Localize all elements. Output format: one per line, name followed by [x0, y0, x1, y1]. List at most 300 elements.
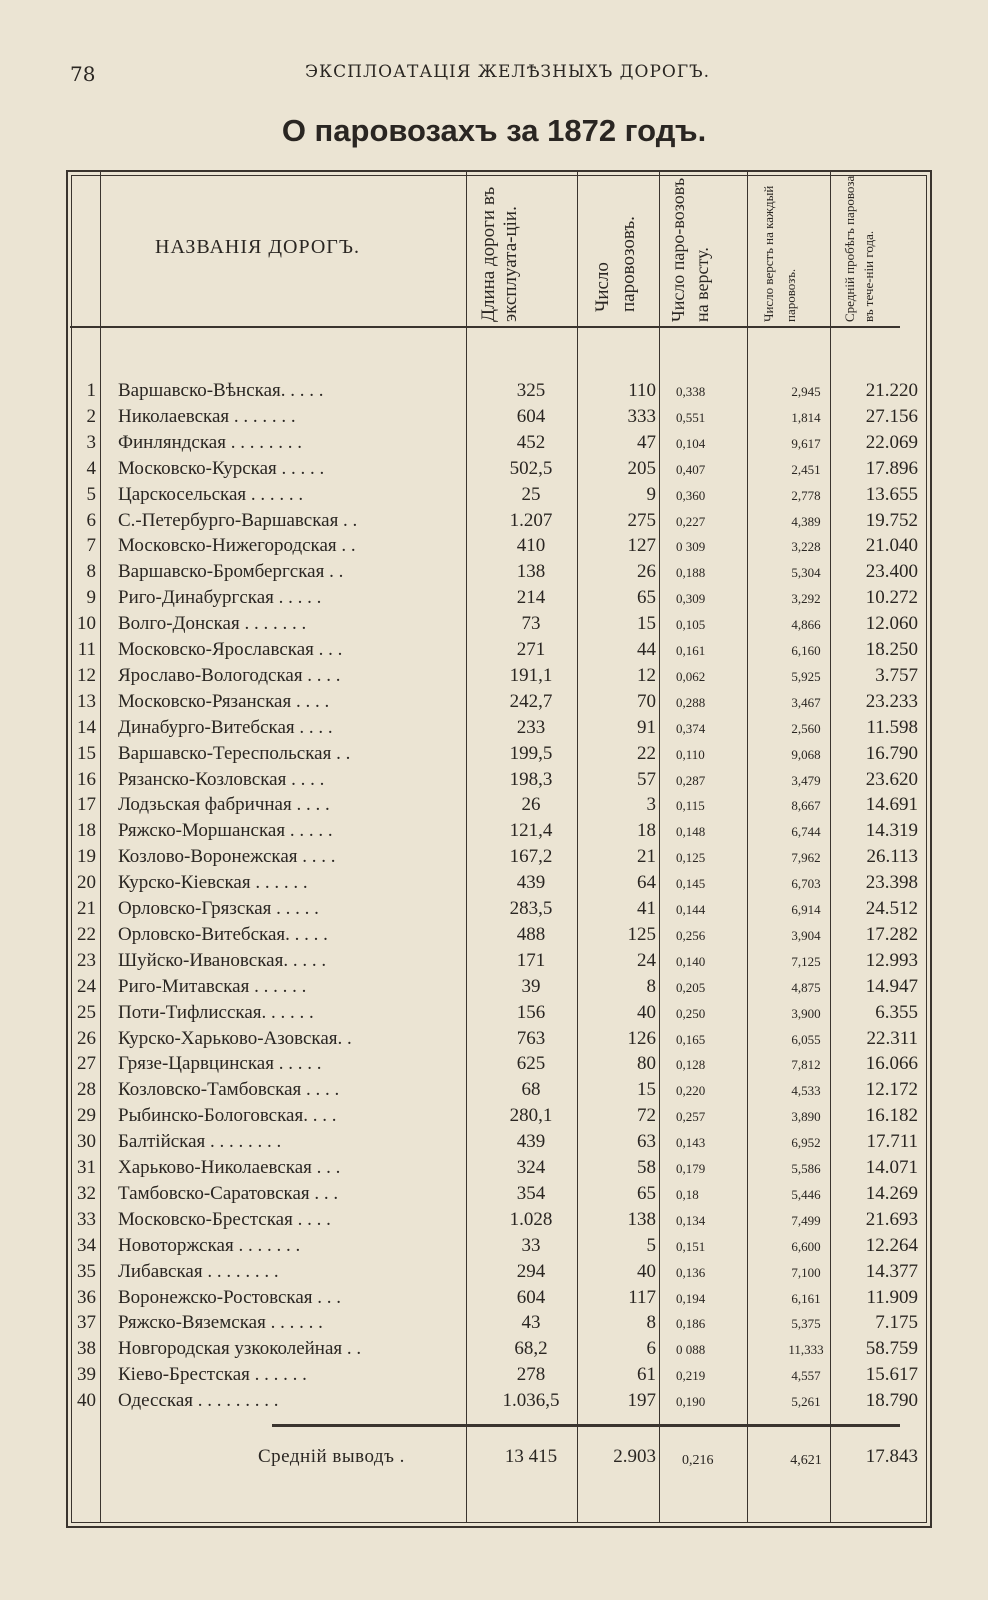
versts-per-locomotive: 11,333: [788, 1342, 824, 1358]
road-name: Московско-Курская . . . . .: [118, 457, 325, 479]
row-number: 29: [77, 1105, 96, 1127]
table-row: [66, 1053, 928, 1079]
road-name: Шуйско-Ивановская. . . . .: [118, 949, 327, 971]
row-number: 38: [77, 1338, 96, 1360]
versts-per-locomotive: 6,160: [791, 643, 821, 658]
row-number: 33: [77, 1208, 96, 1230]
locomotives-per-verst: 0,407: [676, 461, 706, 477]
road-length: 39: [521, 975, 541, 997]
row-number: 11: [77, 639, 96, 660]
road-name: Рыбинско-Бологовская. . . .: [118, 1105, 337, 1127]
road-name: Грязе-Царвцинская . . . . .: [118, 1053, 322, 1075]
table-row: [66, 794, 928, 820]
versts-per-locomotive: 7,962: [791, 850, 821, 866]
table-row: [66, 846, 928, 872]
versts-per-locomotive: 7,100: [791, 1264, 821, 1280]
road-name: Орловско-Грязская . . . . .: [118, 898, 319, 919]
summary-row: [66, 1444, 928, 1478]
locomotive-count: 3: [646, 794, 656, 816]
locomotive-count: 125: [627, 923, 656, 945]
locomotives-per-verst: 0,227: [676, 513, 706, 529]
average-run: 14.947: [865, 975, 918, 997]
table-row: [66, 1287, 928, 1313]
summary-rule: [272, 1424, 900, 1427]
average-run: 18.250: [865, 639, 918, 660]
table-row: [66, 950, 928, 976]
versts-per-locomotive: 3,479: [791, 772, 821, 788]
column-header-run: [840, 172, 878, 322]
versts-per-locomotive: 3,904: [791, 927, 821, 943]
locomotives-per-verst: 0,257: [676, 1109, 706, 1125]
row-number: 30: [77, 1131, 96, 1153]
row-number: 1: [86, 380, 96, 401]
road-name: Курско-Кіевская . . . . . .: [118, 872, 308, 894]
average-run: 23.620: [865, 768, 918, 790]
table-row: [66, 976, 928, 1002]
average-run: 15.617: [865, 1364, 918, 1386]
average-run: 26.113: [866, 846, 918, 868]
road-length: 233: [516, 716, 546, 738]
locomotive-count: 91: [637, 716, 656, 738]
locomotives-per-verst: 0,360: [676, 487, 706, 503]
versts-per-locomotive: 6,703: [791, 876, 821, 892]
road-length: 283,5: [509, 898, 553, 919]
locomotives-per-verst: 0,309: [676, 591, 706, 607]
locomotives-per-verst: 0,115: [676, 798, 705, 814]
row-number: 22: [77, 923, 96, 945]
road-length: 625: [516, 1053, 546, 1075]
road-name: Московско-Нижегородская . .: [118, 535, 356, 557]
summary-label: Средній выводъ .: [258, 1446, 405, 1467]
average-run: 11.598: [866, 716, 918, 738]
versts-per-locomotive: 1,814: [791, 409, 821, 425]
average-run: 16.066: [865, 1053, 918, 1075]
locomotive-count: 72: [637, 1105, 656, 1127]
row-number: 36: [77, 1286, 96, 1308]
locomotive-count: 65: [637, 587, 656, 609]
locomotives-per-verst: 0,220: [676, 1083, 706, 1099]
locomotives-per-verst: 0,190: [676, 1394, 706, 1410]
row-number: 14: [77, 716, 96, 738]
average-run: 23.398: [865, 872, 918, 894]
locomotive-count: 58: [637, 1157, 656, 1178]
road-name: Варшавско-Вѣнская. . . . .: [118, 380, 324, 401]
road-name: Новоторжская . . . . . . .: [118, 1234, 301, 1256]
table-row: [66, 1235, 928, 1261]
table-row: [66, 1261, 928, 1287]
versts-per-locomotive: 4,533: [791, 1083, 821, 1099]
table-row: [66, 1183, 928, 1209]
versts-per-locomotive: 5,375: [791, 1316, 821, 1332]
versts-per-locomotive: 5,925: [791, 668, 821, 684]
road-length: 73: [521, 613, 541, 635]
locomotive-count: 6: [646, 1338, 656, 1360]
road-length: 33: [521, 1234, 541, 1256]
locomotive-count: 9: [646, 483, 656, 505]
versts-per-locomotive: 3,890: [791, 1109, 821, 1125]
locomotive-count: 40: [637, 1001, 656, 1023]
road-name: Кіево-Брестская . . . . . .: [118, 1364, 307, 1386]
average-run: 17.282: [865, 923, 918, 945]
average-run: 58.759: [865, 1338, 918, 1360]
locomotive-count: 12: [637, 664, 656, 686]
versts-per-locomotive: 3,228: [791, 539, 821, 555]
versts-per-locomotive: 3,900: [791, 1005, 821, 1021]
row-number: 19: [77, 846, 96, 868]
road-length: 488: [516, 923, 546, 945]
table-row: [66, 717, 928, 743]
versts-per-locomotive: 5,446: [791, 1186, 821, 1202]
road-length: 439: [516, 872, 546, 894]
average-run: 14.377: [865, 1260, 918, 1282]
summary-locomotives: 2.903: [613, 1446, 656, 1467]
locomotives-per-verst: 0,151: [676, 1238, 706, 1254]
row-number: 28: [77, 1079, 96, 1101]
locomotive-count: 61: [637, 1364, 656, 1386]
locomotive-count: 64: [637, 872, 656, 894]
average-run: 12.172: [865, 1079, 918, 1101]
road-length: 191,1: [509, 664, 553, 686]
versts-per-locomotive: 9,068: [791, 746, 821, 762]
versts-per-locomotive: 6,914: [791, 902, 821, 917]
table-row: [66, 743, 928, 769]
road-name: Волго-Донская . . . . . . .: [118, 613, 307, 635]
row-number: 20: [77, 872, 96, 894]
locomotives-per-verst: 0,125: [676, 850, 706, 866]
header-rule: [70, 326, 900, 328]
row-number: 25: [77, 1001, 96, 1023]
locomotives-per-verst: 0,374: [676, 720, 706, 736]
locomotives-per-verst: 0,186: [676, 1316, 706, 1332]
table-row: [66, 665, 928, 691]
road-name: Лодзьская фабричная . . . .: [118, 794, 330, 816]
row-number: 9: [86, 587, 96, 609]
summary-versts-per: 4,621: [790, 1453, 822, 1468]
locomotive-count: 8: [646, 975, 656, 997]
road-name: Московско-Брестская . . . .: [118, 1208, 331, 1230]
road-length: 138: [516, 561, 546, 583]
average-run: 3.757: [875, 664, 918, 686]
versts-per-locomotive: 2,451: [791, 461, 821, 477]
average-run: 23.400: [865, 561, 918, 583]
table-row: [66, 1157, 928, 1183]
road-name: Динабурго-Витебская . . . .: [118, 716, 333, 738]
versts-per-locomotive: 2,778: [791, 487, 821, 503]
road-length: 26: [521, 794, 541, 816]
table-row: [66, 1028, 928, 1054]
row-number: 7: [86, 535, 96, 557]
locomotive-count: 21: [637, 846, 656, 868]
locomotive-count: 110: [628, 380, 656, 401]
road-name: Харьково-Николаевская . . .: [118, 1157, 341, 1178]
table-row: [66, 432, 928, 458]
column-header-name: НАЗВАНІЯ ДОРОГЪ.: [155, 236, 360, 258]
average-run: 22.069: [865, 431, 918, 453]
average-run: 21.220: [865, 380, 918, 401]
row-number: 6: [86, 509, 96, 531]
road-length: 68: [521, 1079, 541, 1101]
column-header-locomotives: [590, 177, 642, 312]
average-run: 12.993: [865, 949, 918, 971]
locomotives-per-verst: 0,143: [676, 1135, 706, 1151]
table-row: [66, 1364, 928, 1390]
table-row: [66, 561, 928, 587]
average-run: 21.693: [865, 1208, 918, 1230]
header-length-text: Длина дороги въ эксплуата-ціи.: [478, 186, 521, 322]
road-name: Николаевская . . . . . . .: [118, 405, 296, 427]
road-length: 452: [516, 431, 546, 453]
road-length: 242,7: [509, 690, 553, 712]
row-number: 21: [77, 898, 96, 919]
locomotives-per-verst: 0,140: [676, 953, 706, 969]
header-locomotives-text: Число паровозовъ.: [592, 216, 639, 312]
versts-per-locomotive: 9,617: [791, 435, 821, 451]
locomotives-per-verst: 0,179: [676, 1161, 706, 1176]
locomotive-count: 57: [637, 768, 656, 790]
locomotive-count: 126: [627, 1027, 656, 1049]
locomotives-per-verst: 0,188: [676, 565, 706, 581]
versts-per-locomotive: 7,125: [791, 953, 821, 969]
road-length: 280,1: [509, 1105, 553, 1127]
locomotive-count: 24: [637, 949, 656, 971]
versts-per-locomotive: 4,557: [791, 1368, 821, 1384]
row-number: 37: [77, 1312, 96, 1334]
road-name: Новгородская узкоколейная . .: [118, 1338, 362, 1360]
locomotives-per-verst: 0,105: [676, 617, 706, 633]
versts-per-locomotive: 4,389: [791, 513, 821, 529]
road-length: 43: [521, 1312, 541, 1334]
table-row: [66, 406, 928, 432]
road-length: 156: [516, 1001, 546, 1023]
road-length: 604: [516, 1286, 546, 1308]
road-length: 271: [516, 639, 546, 660]
road-name: Балтійская . . . . . . . .: [118, 1131, 282, 1153]
summary-run: 17.843: [865, 1446, 918, 1467]
road-length: 294: [516, 1260, 546, 1282]
road-name: Поти-Тифлисская. . . . . .: [118, 1001, 314, 1023]
road-length: 1.207: [509, 509, 553, 531]
locomotives-per-verst: 0,287: [676, 772, 706, 788]
locomotives-per-verst: 0,145: [676, 876, 706, 892]
average-run: 11.909: [866, 1286, 918, 1308]
locomotive-count: 117: [628, 1286, 656, 1308]
row-number: 34: [77, 1234, 96, 1256]
table-row: [66, 458, 928, 484]
locomotive-count: 40: [637, 1260, 656, 1282]
column-header-length: [478, 172, 522, 322]
locomotive-count: 65: [637, 1182, 656, 1204]
road-length: 439: [516, 1131, 546, 1153]
table-row: [66, 1002, 928, 1028]
versts-per-locomotive: 4,875: [791, 979, 821, 995]
road-name: Московско-Рязанская . . . .: [118, 690, 330, 712]
road-length: 25: [521, 483, 541, 505]
table-row: [66, 535, 928, 561]
road-name: Козлово-Воронежская . . . .: [118, 846, 336, 868]
road-length: 171: [516, 949, 546, 971]
row-number: 35: [77, 1260, 96, 1282]
locomotives-per-verst: 0,288: [676, 694, 706, 710]
versts-per-locomotive: 6,952: [791, 1135, 821, 1151]
road-length: 198,3: [509, 768, 553, 790]
row-number: 26: [77, 1027, 96, 1049]
road-length: 354: [516, 1182, 546, 1204]
row-number: 24: [77, 975, 96, 997]
table-row: [66, 613, 928, 639]
table-row: [66, 587, 928, 613]
locomotives-per-verst: 0,134: [676, 1212, 706, 1228]
row-number: 40: [77, 1390, 96, 1412]
locomotive-count: 5: [646, 1234, 656, 1256]
road-length: 214: [516, 587, 546, 609]
table-row: [66, 484, 928, 510]
road-name: Орловско-Витебская. . . . .: [118, 923, 328, 945]
versts-per-locomotive: 6,744: [791, 824, 821, 840]
locomotive-count: 127: [627, 535, 656, 557]
locomotive-count: 275: [627, 509, 656, 531]
versts-per-locomotive: 5,586: [791, 1161, 821, 1176]
locomotives-per-verst: 0 088: [676, 1342, 706, 1358]
table-row: [66, 1105, 928, 1131]
table-row: [66, 898, 928, 924]
versts-per-locomotive: 5,261: [791, 1394, 821, 1410]
locomotives-per-verst: 0,062: [676, 668, 706, 684]
versts-per-locomotive: 2,945: [791, 384, 821, 399]
average-run: 14.269: [865, 1182, 918, 1204]
road-name: Курско-Харьково-Азовская. .: [118, 1027, 352, 1049]
road-length: 502,5: [509, 457, 553, 479]
average-run: 19.752: [865, 509, 918, 531]
header-versts-per-text: Число верстъ на каждый паровозъ.: [761, 185, 798, 322]
average-run: 14.071: [865, 1157, 918, 1178]
average-run: 13.655: [865, 483, 918, 505]
road-name: Либавская . . . . . . . .: [118, 1260, 279, 1282]
row-number: 5: [86, 483, 96, 505]
locomotives-per-verst: 0,219: [676, 1368, 706, 1384]
road-length: 167,2: [509, 846, 553, 868]
running-head: ЭКСПЛОАТАЦІЯ ЖЕЛѢЗНЫХЪ ДОРОГЪ.: [305, 62, 710, 82]
average-run: 22.311: [866, 1027, 918, 1049]
road-name: Ярославо-Вологодская . . . .: [118, 664, 341, 686]
locomotive-count: 15: [637, 1079, 656, 1101]
table-row: [66, 872, 928, 898]
versts-per-locomotive: 7,499: [791, 1212, 821, 1228]
average-run: 7.175: [875, 1312, 918, 1334]
locomotive-count: 205: [627, 457, 656, 479]
row-number: 23: [77, 949, 96, 971]
table-row: [66, 510, 928, 536]
average-run: 6.355: [875, 1001, 918, 1023]
row-number: 32: [77, 1182, 96, 1204]
column-header-versts-per: [758, 172, 802, 322]
road-length: 1.036,5: [502, 1390, 560, 1412]
locomotives-per-verst: 0,18: [676, 1186, 699, 1202]
versts-per-locomotive: 6,161: [791, 1290, 821, 1306]
locomotives-per-verst: 0,104: [676, 435, 706, 451]
header-run-text: Средній пробѣгъ паровоза въ тече-ніи года.: [842, 175, 876, 322]
locomotives-per-verst: 0,144: [676, 902, 706, 917]
road-name: Рязанско-Козловская . . . .: [118, 768, 325, 790]
road-name: Ряжско-Вяземская . . . . . .: [118, 1312, 323, 1334]
locomotives-per-verst: 0,250: [676, 1005, 706, 1021]
road-name: Тамбовско-Саратовская . . .: [118, 1182, 339, 1204]
locomotives-per-verst: 0,194: [676, 1290, 706, 1306]
table-row: [66, 691, 928, 717]
road-name: Варшавско-Бромбергская . .: [118, 561, 344, 583]
table-row: [66, 1209, 928, 1235]
average-run: 10.272: [865, 587, 918, 609]
locomotive-count: 197: [627, 1390, 656, 1412]
road-name: Варшавско-Тереспольская . .: [118, 742, 351, 764]
average-run: 12.264: [865, 1234, 918, 1256]
row-number: 12: [77, 664, 96, 686]
row-number: 27: [77, 1053, 96, 1075]
versts-per-locomotive: 2,560: [791, 720, 821, 736]
table-row: [66, 1338, 928, 1364]
versts-per-locomotive: 4,866: [791, 617, 821, 633]
table-row: [66, 1390, 928, 1416]
locomotives-per-verst: 0,161: [676, 643, 706, 658]
locomotive-count: 63: [637, 1131, 656, 1153]
road-name: С.-Петербурго-Варшавская . .: [118, 509, 358, 531]
locomotive-count: 80: [637, 1053, 656, 1075]
average-run: 17.896: [865, 457, 918, 479]
table-row: [66, 924, 928, 950]
row-number: 10: [77, 613, 96, 635]
road-length: 68,2: [514, 1338, 548, 1360]
column-header-per-verst: [666, 172, 714, 322]
average-run: 17.711: [866, 1131, 918, 1153]
road-name: Риго-Динабургская . . . . .: [118, 587, 322, 609]
road-length: 278: [516, 1364, 546, 1386]
locomotives-per-verst: 0,551: [676, 409, 706, 425]
row-number: 13: [77, 690, 96, 712]
header-per-verst-text: Число паро-возовъ на версту.: [668, 177, 712, 322]
locomotives-per-verst: 0,110: [676, 746, 705, 762]
average-run: 18.790: [865, 1390, 918, 1412]
road-name: Козловско-Тамбовская . . . .: [118, 1079, 340, 1101]
locomotive-count: 44: [637, 639, 656, 660]
summary-length: 13 415: [504, 1446, 558, 1467]
road-name: Царскосельская . . . . . .: [118, 483, 304, 505]
average-run: 16.790: [865, 742, 918, 764]
road-name: Московско-Ярославская . . .: [118, 639, 343, 660]
road-length: 324: [516, 1157, 546, 1178]
versts-per-locomotive: 6,055: [791, 1031, 821, 1047]
row-number: 15: [77, 742, 96, 764]
locomotive-count: 70: [637, 690, 656, 712]
row-number: 8: [86, 561, 96, 583]
road-name: Ряжско-Моршанская . . . . .: [118, 820, 333, 842]
row-number: 3: [86, 431, 96, 453]
summary-per-verst: 0,216: [682, 1453, 714, 1468]
locomotive-count: 18: [637, 820, 656, 842]
versts-per-locomotive: 6,600: [791, 1238, 821, 1254]
average-run: 23.233: [865, 690, 918, 712]
table-row: [66, 820, 928, 846]
road-length: 410: [516, 535, 546, 557]
average-run: 24.512: [865, 898, 918, 919]
page-number: 78: [70, 62, 96, 86]
road-length: 199,5: [509, 742, 553, 764]
table-row: [66, 1131, 928, 1157]
road-name: Финляндская . . . . . . . .: [118, 431, 302, 453]
table-row: [66, 639, 928, 665]
locomotive-count: 15: [637, 613, 656, 635]
row-number: 31: [77, 1157, 96, 1178]
locomotives-per-verst: 0 309: [676, 539, 706, 555]
row-number: 4: [86, 457, 96, 479]
